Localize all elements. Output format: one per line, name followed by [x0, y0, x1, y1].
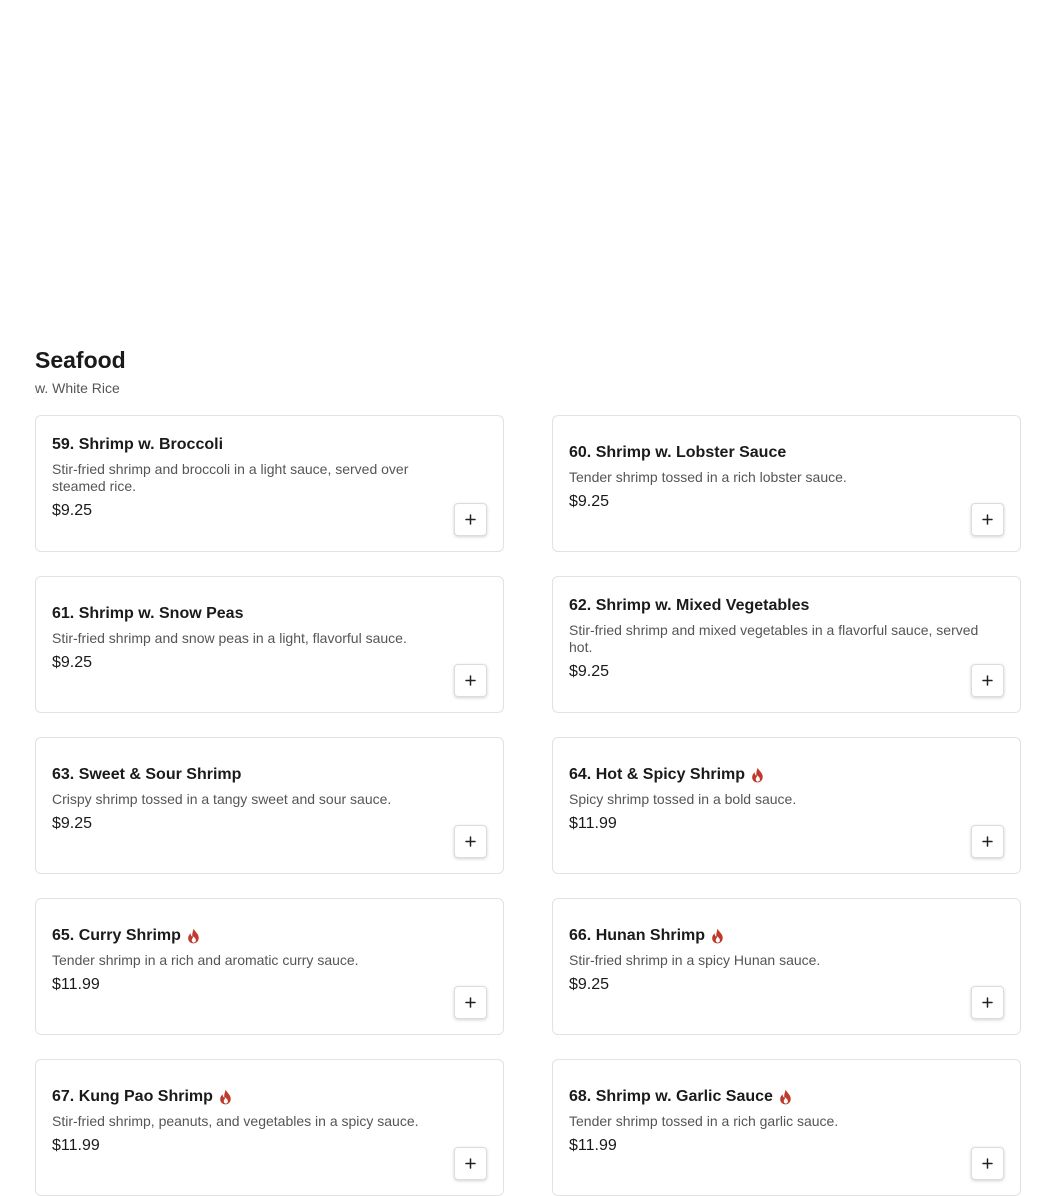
menu-item-content — [569, 443, 1004, 512]
menu-item-name: 61. Shrimp w. Snow Peas — [52, 605, 244, 622]
menu-item-card[interactable] — [35, 415, 504, 552]
menu-item-description: Stir-fried shrimp and snow peas in a light, flavorful sauce. — [52, 630, 407, 646]
menu-item-price: $11.99 — [52, 1137, 100, 1154]
add-to-cart-button[interactable] — [971, 664, 1004, 697]
menu-item-grid — [35, 415, 1021, 1196]
menu-item-content — [52, 435, 487, 521]
menu-item-name: 65. Curry Shrimp — [52, 927, 181, 944]
menu-item-name-row — [569, 596, 980, 616]
menu-item-name-row — [52, 1087, 463, 1107]
add-to-cart-button[interactable] — [454, 664, 487, 697]
menu-item-card[interactable] — [552, 415, 1021, 552]
plus-icon — [465, 997, 476, 1008]
spicy-flame-icon — [751, 767, 764, 783]
add-to-cart-button[interactable] — [454, 986, 487, 1019]
menu-item-content — [52, 1087, 487, 1156]
plus-icon — [465, 1158, 476, 1169]
menu-item-description: Stir-fried shrimp in a spicy Hunan sauce. — [569, 952, 821, 968]
section-header — [35, 345, 126, 397]
add-to-cart-button[interactable] — [971, 503, 1004, 536]
menu-item-content — [569, 1087, 1004, 1156]
spicy-flame-icon — [779, 1089, 792, 1105]
menu-item-description: Tender shrimp in a rich and aromatic curry sauce. — [52, 952, 359, 968]
add-to-cart-button[interactable] — [454, 503, 487, 536]
plus-icon — [982, 836, 993, 847]
menu-item-name-row — [52, 926, 463, 946]
add-to-cart-button[interactable] — [454, 825, 487, 858]
menu-item-description: Stir-fried shrimp and mixed vegetables in a flavorful sauce, served hot. — [569, 621, 979, 655]
add-to-cart-button[interactable] — [454, 1147, 487, 1180]
menu-item-price: $9.25 — [569, 662, 610, 680]
menu-item-card[interactable] — [552, 898, 1021, 1035]
menu-item-price: $11.99 — [569, 1137, 617, 1154]
menu-item-name: 68. Shrimp w. Garlic Sauce — [569, 1088, 773, 1105]
menu-item-content — [569, 926, 1004, 995]
spicy-flame-icon — [187, 928, 200, 944]
menu-item-name: 60. Shrimp w. Lobster Sauce — [569, 444, 787, 461]
plus-icon — [982, 1158, 993, 1169]
menu-item-price: $11.99 — [52, 976, 100, 993]
menu-item-card[interactable] — [552, 1059, 1021, 1196]
spicy-flame-icon — [219, 1089, 232, 1105]
menu-item-price: $9.25 — [52, 501, 93, 519]
menu-item-name: 64. Hot & Spicy Shrimp — [569, 766, 746, 783]
menu-item-card[interactable] — [552, 576, 1021, 713]
spicy-flame-icon — [711, 928, 724, 944]
menu-item-description: Stir-fried shrimp and broccoli in a light sauce, served over steamed rice. — [52, 460, 409, 494]
menu-item-content — [52, 604, 487, 673]
plus-icon — [982, 997, 993, 1008]
menu-item-price: $9.25 — [52, 815, 93, 832]
menu-item-card[interactable] — [35, 1059, 504, 1196]
menu-item-name-row — [52, 604, 463, 624]
add-to-cart-button[interactable] — [971, 986, 1004, 1019]
menu-item-card[interactable] — [552, 737, 1021, 874]
plus-icon — [982, 514, 993, 525]
plus-icon — [465, 675, 476, 686]
menu-item-price: $9.25 — [52, 654, 93, 671]
menu-item-price: $11.99 — [569, 815, 617, 832]
plus-icon — [465, 514, 476, 525]
plus-icon — [465, 836, 476, 847]
section-title: Seafood — [35, 347, 126, 373]
menu-item-name-row — [569, 765, 980, 785]
menu-item-name: 59. Shrimp w. Broccoli — [52, 435, 224, 453]
menu-item-price: $9.25 — [569, 493, 610, 510]
menu-item-description: Crispy shrimp tossed in a tangy sweet and sour sauce. — [52, 791, 392, 807]
menu-item-name: 66. Hunan Shrimp — [569, 927, 706, 944]
menu-item-name-row — [52, 435, 463, 455]
menu-item-card[interactable] — [35, 737, 504, 874]
menu-item-name: 62. Shrimp w. Mixed Vegetables — [569, 596, 810, 614]
menu-item-name-row — [569, 1087, 980, 1107]
add-to-cart-button[interactable] — [971, 825, 1004, 858]
menu-item-content — [52, 765, 487, 834]
menu-item-description: Tender shrimp tossed in a rich garlic sauce. — [569, 1113, 839, 1129]
menu-item-description: Stir-fried shrimp, peanuts, and vegetables in a spicy sauce. — [52, 1113, 419, 1129]
menu-item-content — [52, 926, 487, 995]
menu-item-price: $9.25 — [569, 976, 610, 993]
menu-item-name: 67. Kung Pao Shrimp — [52, 1088, 213, 1105]
menu-item-name-row — [569, 443, 980, 463]
menu-item-name: 63. Sweet & Sour Shrimp — [52, 766, 242, 783]
section-subtitle: w. White Rice — [35, 380, 120, 396]
menu-item-name-row — [52, 765, 463, 785]
menu-item-card[interactable] — [35, 898, 504, 1035]
menu-item-description: Tender shrimp tossed in a rich lobster sauce. — [569, 469, 847, 485]
plus-icon — [982, 675, 993, 686]
menu-item-content — [569, 596, 1004, 682]
menu-item-content — [569, 765, 1004, 834]
menu-item-description: Spicy shrimp tossed in a bold sauce. — [569, 791, 797, 807]
add-to-cart-button[interactable] — [971, 1147, 1004, 1180]
menu-item-name-row — [569, 926, 980, 946]
menu-item-card[interactable] — [35, 576, 504, 713]
